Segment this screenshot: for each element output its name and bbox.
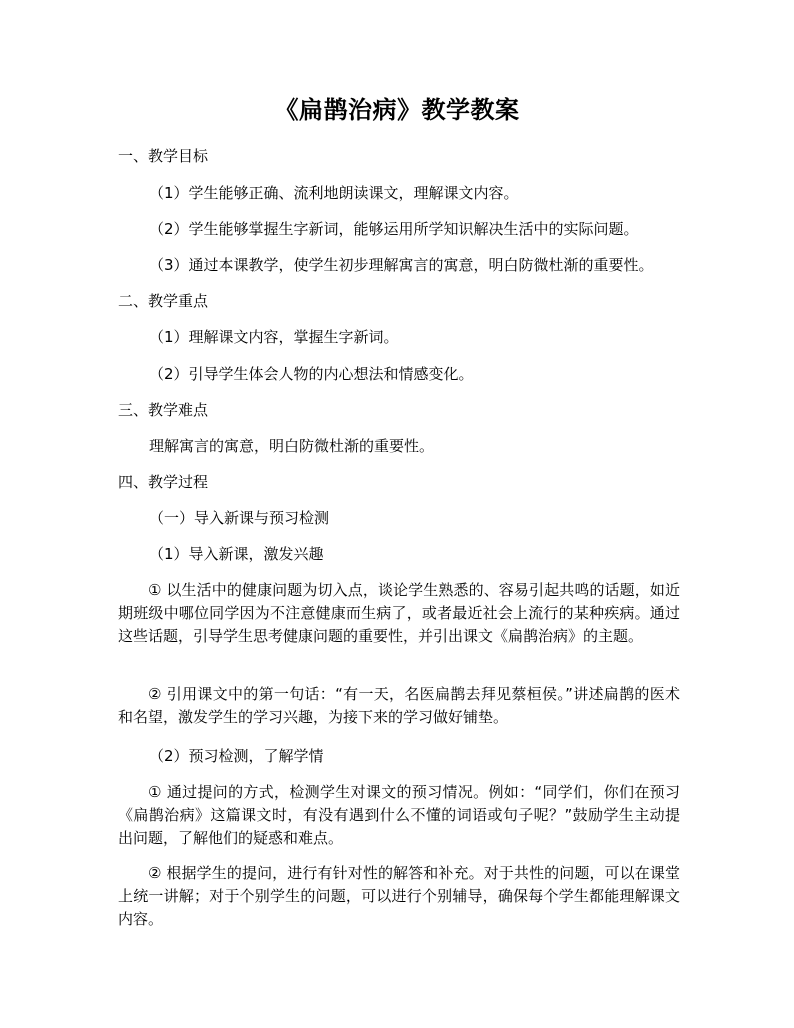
process-step-1: （1）导入新课，激发兴趣 xyxy=(149,545,324,563)
key-point-item-2: （2）引导学生体会人物的内心想法和情感变化。 xyxy=(149,365,474,383)
step-1-paragraph-1: ① 以生活中的健康问题为切入点，谈论学生熟悉的、容易引起共鸣的话题，如近期班级中哪位同学因为不注意健康而生病了，或者最近社会上流行的某种疾病。通过这些话题，引导学生思考健康问题的重要性，并引出课文《扁鹊治病》的主题。 xyxy=(118,581,680,645)
section-heading-objectives: 一、教学目标 xyxy=(118,147,209,165)
key-point-item-1: （1）理解课文内容，掌握生字新词。 xyxy=(149,328,399,346)
step-2-paragraph-2: ② 根据学生的提问，进行有针对性的解答和补充。对于共性的问题，可以在课堂上统一讲解；对于个别学生的问题，可以进行个别辅导，确保每个学生都能理解课文内容。 xyxy=(118,864,680,928)
difficulty-text: 理解寓言的寓意，明白防微杜渐的重要性。 xyxy=(149,437,435,455)
section-heading-process: 四、教学过程 xyxy=(118,473,209,491)
objective-item-2: （2）学生能够掌握生字新词，能够运用所学知识解决生活中的实际问题。 xyxy=(149,220,639,238)
step-1-paragraph-2: ② 引用课文中的第一句话：“有一天，名医扁鹊去拜见蔡桓侯。”讲述扁鹊的医术和名望，激发学生的学习兴趣，为接下来的学习做好铺垫。 xyxy=(118,685,680,726)
section-heading-difficulties: 三、教学难点 xyxy=(118,401,209,419)
page-title: 《扁鹊治病》教学教案 xyxy=(274,95,520,124)
process-step-2: （2）预习检测，了解学情 xyxy=(149,747,324,765)
step-2-paragraph-1: ① 通过提问的方式，检测学生对课文的预习情况。例如：“同学们，你们在预习《扁鹊治病》这篇课文时，有没有遇到什么不懂的词语或句子呢？”鼓励学生主动提出问题，了解他们的疑惑和难点。 xyxy=(118,783,680,847)
process-subsection-1: （一）导入新课与预习检测 xyxy=(149,509,330,527)
objective-item-3: （3）通过本课教学，使学生初步理解寓言的寓意，明白防微杜渐的重要性。 xyxy=(149,256,654,274)
objective-item-1: （1）学生能够正确、流利地朗读课文，理解课文内容。 xyxy=(149,184,519,202)
section-heading-key-points: 二、教学重点 xyxy=(118,292,209,310)
